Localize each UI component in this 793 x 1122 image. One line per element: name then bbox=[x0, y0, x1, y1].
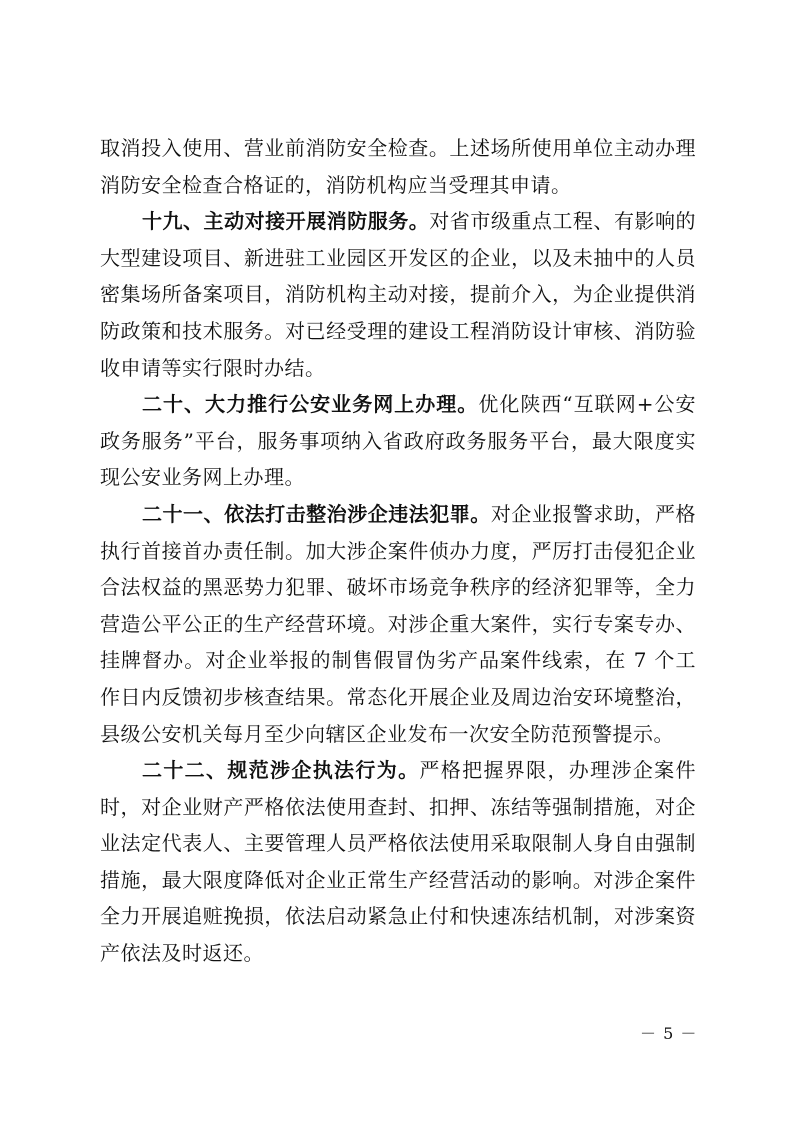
paragraph-heading: 十九、主动对接开展消防服务。 bbox=[142, 209, 430, 234]
paragraph-heading: 二十二、规范涉企执法行为。 bbox=[142, 758, 420, 783]
document-body bbox=[100, 130, 696, 972]
paragraph-continuation bbox=[100, 130, 696, 203]
paragraph-text: 严格把握界限，办理涉企案件时，对企业财产严格依法使用查封、扣押、冻结等强制措施，对企业法定代表人、主要管理人员严格依法使用采取限制人身自由强制措施，最大限度降低对企业正常生产经营活动的影响。对涉企案件全力开展追赃挽损，依法启动紧急止付和快速冻结机制，对涉案资产依法及时返还。 bbox=[100, 758, 697, 966]
page-number: － 5 － bbox=[640, 1024, 698, 1043]
paragraph-text: 对企业报警求助，严格执行首接首办责任制。加大涉企案件侦办力度，严厉打击侵犯企业合法权益的黑恶势力犯罪、破坏市场竞争秩序的经济犯罪等，全力营造公平公正的生产经营环境。对涉企重大案件，实行专案专办、挂牌督办。对企业举报的制售假冒伪劣产品案件线索，在 7 个工作日内反馈初步核查结果。常态化开展企业及周边治安环境整治，县级公安机关每月至少向辖区企业发布一次安全防范预警提示。 bbox=[100, 501, 697, 746]
paragraph-text: 优化陕西“互联网+公安政务服务”平台，服务事项纳入省政府政务服务平台，最大限度实现公安业务网上办理。 bbox=[100, 392, 697, 490]
paragraph-item-22 bbox=[100, 752, 696, 972]
paragraph-text: 取消投入使用、营业前消防安全检查。上述场所使用单位主动办理消防安全检查合格证的，消防机构应当受理其申请。 bbox=[100, 136, 696, 197]
paragraph-heading: 二十、大力推行公安业务网上办理。 bbox=[142, 392, 479, 417]
paragraph-item-21 bbox=[100, 496, 696, 752]
paragraph-heading: 二十一、依法打击整治涉企违法犯罪。 bbox=[142, 501, 491, 526]
paragraph-item-19 bbox=[100, 203, 696, 386]
paragraph-text: 对省市级重点工程、有影响的大型建设项目、新进驻工业园区开发区的企业，以及未抽中的人员密集场所备案项目，消防机构主动对接，提前介入，为企业提供消防政策和技术服务。对已经受理的建设工程消防设计审核、消防验收申请等实行限时办结。 bbox=[100, 209, 697, 380]
paragraph-item-20 bbox=[100, 386, 696, 496]
